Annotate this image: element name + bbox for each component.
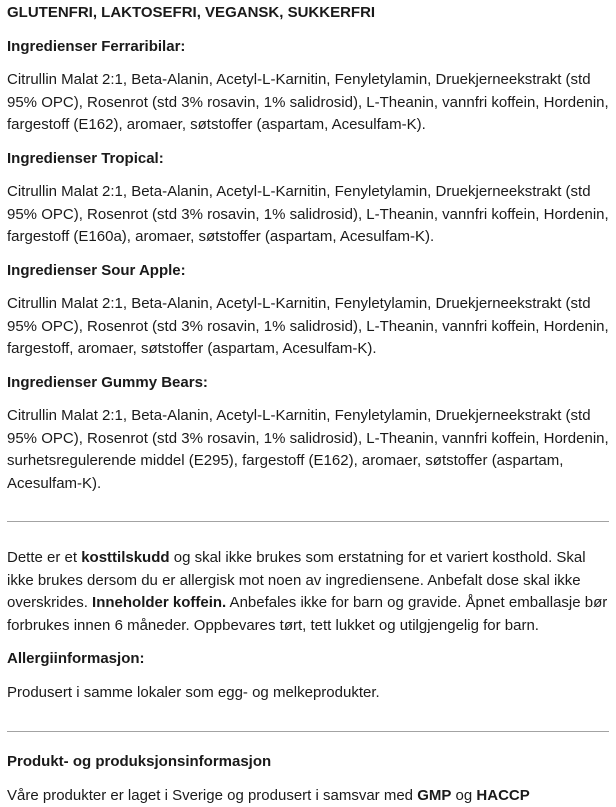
notice-text: Dette er et [7,549,81,566]
allergy-heading: Allergiinformasjon: [7,648,609,671]
diet-tags: GLUTENFRI, LAKTOSEFRI, VEGANSK, SUKKERFRI [7,0,609,25]
production-text-part: Våre produkter er laget i Sverige og produsert i samsvar med [7,787,417,804]
ingredients-heading: Ingredienser Gummy Bears: [7,372,609,395]
ingredients-tropical [7,148,609,249]
ingredients-text: Citrullin Malat 2:1, Beta-Alanin, Acetyl-L-Karnitin, Fenyletylamin, Druekjerneekstrakt (std 95% OPC), Rosenrot (std 3% rosavin, 1% salidrosid), L-Theanin, vannfri koffein, Hordenin, fargestoff, aromaer, søtstoffer (aspartam, Acesulfam-K). [7,293,609,361]
ingredients-sour-apple [7,260,609,361]
supplement-notice [7,547,609,637]
notice-bold-supplement: kosttilskudd [81,549,169,566]
production-text-part: og [451,787,476,804]
allergy-text: Produsert i samme lokaler som egg- og melkeprodukter. [7,682,609,705]
ingredients-gummy-bears [7,372,609,496]
ingredients-heading: Ingredienser Tropical: [7,148,609,171]
section-divider [7,521,609,522]
notice-text: Anbefales ikke for barn og gravide. Åpnet emballasje bør forbrukes innen 6 måneder. Oppbevares tørt, tett lukket og utilgjengelig for barn. [7,594,607,634]
notice-text: og skal ikke brukes som erstatning for et variert kosthold. Skal ikke brukes dersom du er allergisk mot noen av ingrediensene. Anbefalt dose skal ikke overskrides. [7,549,586,611]
ingredients-text: Citrullin Malat 2:1, Beta-Alanin, Acetyl-L-Karnitin, Fenyletylamin, Druekjerneekstrakt (std 95% OPC), Rosenrot (std 3% rosavin, 1% salidrosid), L-Theanin, vannfri koffein, Hordenin, fargestoff (E160a), aromaer, søtstoffer (aspartam, Acesulfam-K). [7,181,609,249]
ingredients-heading: Ingredienser Ferraribilar: [7,36,609,59]
ingredients-heading: Ingredienser Sour Apple: [7,260,609,283]
ingredients-text: Citrullin Malat 2:1, Beta-Alanin, Acetyl-L-Karnitin, Fenyletylamin, Druekjerneekstrakt (std 95% OPC), Rosenrot (std 3% rosavin, 1% salidrosid), L-Theanin, vannfri koffein, Hordenin, surhetsregulerende middel (E295), fargestoff (E162), aromaer, søtstoffer (aspartam, Acesulfam-K). [7,405,609,495]
section-divider [7,731,609,732]
ingredients-ferraribilar [7,36,609,137]
notice-bold-caffeine: Inneholder koffein. [92,594,226,611]
ingredients-text: Citrullin Malat 2:1, Beta-Alanin, Acetyl-L-Karnitin, Fenyletylamin, Druekjerneekstrakt (std 95% OPC), Rosenrot (std 3% rosavin, 1% salidrosid), L-Theanin, vannfri koffein, Hordenin, fargestoff (E162), aromaer, søtstoffer (aspartam, Acesulfam-K). [7,69,609,137]
production-bold-gmp: GMP [417,787,451,804]
production-heading: Produkt- og produksjonsinformasjon [7,751,609,774]
production-bold-haccp: HACCP [476,787,529,804]
